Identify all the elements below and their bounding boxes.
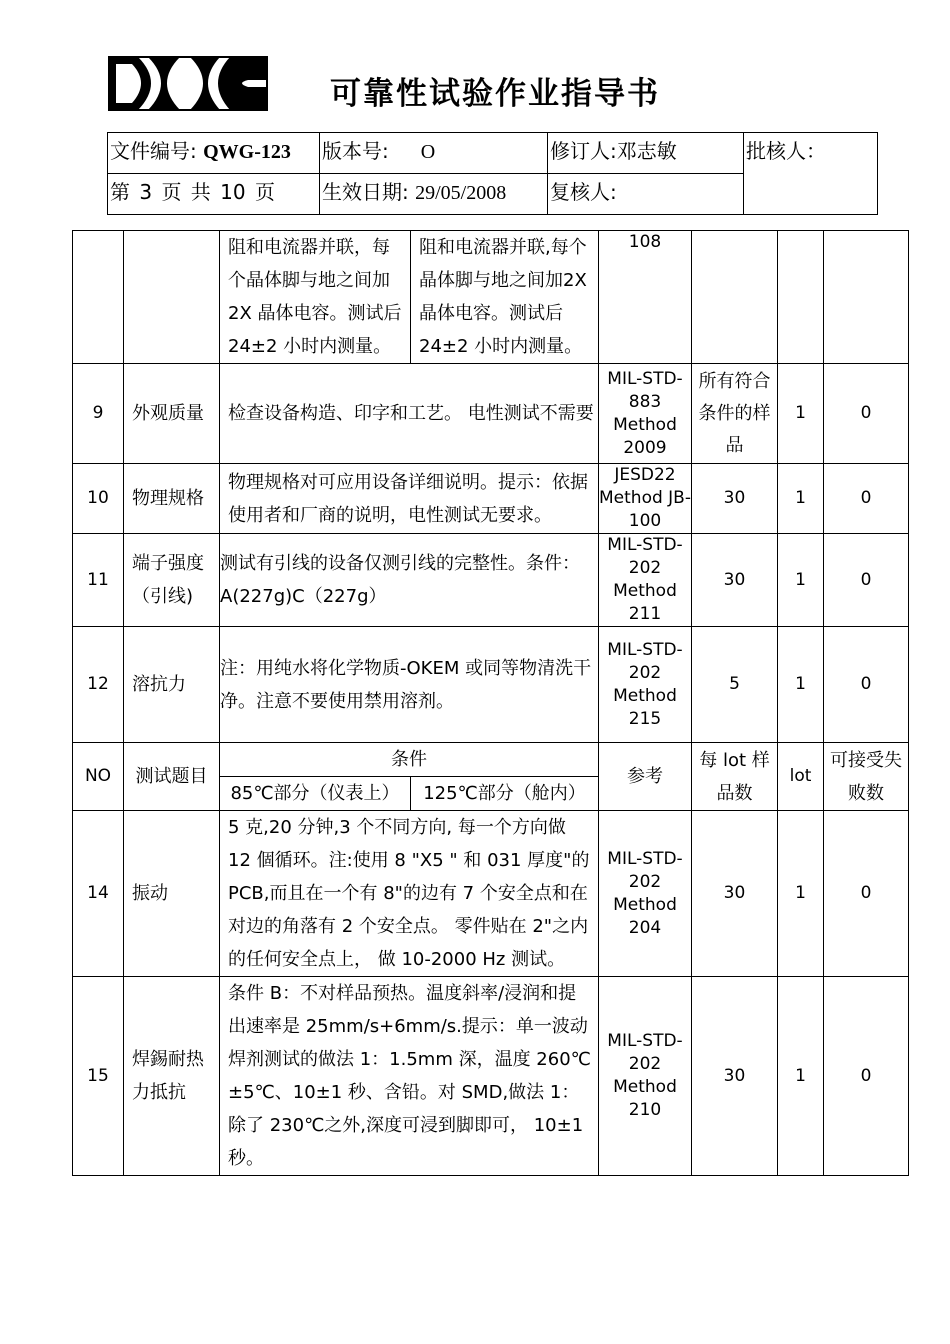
reference-cell: MIL-STD-202 Method 211 bbox=[599, 534, 692, 627]
condition-cell: 条件 B：不对样品预热。温度斜率/浸润和提出速率是 25mm/s+6mm/s.提示：单一波动焊剂测试的做法 1：1.5mm 深，温度 260℃±5℃、10±1 秒、含铅。对 SMD,做法 1：除了 230℃之外,深度可浸到脚即可， 10±1 秒。 bbox=[220, 977, 599, 1176]
reviser-cell: 修订人:邓志敏 bbox=[548, 133, 744, 174]
samples-cell: 5 bbox=[692, 627, 778, 743]
reference-cell: MIL-STD-202 Method 210 bbox=[599, 977, 692, 1176]
accept-cell: 0 bbox=[824, 811, 909, 977]
samples-cell: 30 bbox=[692, 811, 778, 977]
reference-cell: JESD22 Method JB-100 bbox=[599, 464, 692, 534]
effective-date-value: 29/05/2008 bbox=[415, 182, 507, 204]
table-row bbox=[73, 627, 909, 743]
samples-cell: 30 bbox=[692, 977, 778, 1176]
table-row bbox=[73, 811, 909, 977]
no-cell: 10 bbox=[73, 464, 124, 534]
accept-cell bbox=[824, 231, 909, 364]
page-number-cell: 第 3 页 共 10 页 bbox=[108, 174, 320, 215]
condition-cell: 注：用纯水将化学物质-OKEM 或同等物清洗干净。注意不要使用禁用溶剂。 bbox=[220, 627, 599, 743]
table-header-row bbox=[73, 743, 909, 777]
condition-cell: 检查设备构造、印字和工艺。 电性测试不需要 bbox=[220, 364, 599, 464]
table-row bbox=[73, 977, 909, 1176]
reference-cell: MIL-STD-202 Method 204 bbox=[599, 811, 692, 977]
no-cell: 11 bbox=[73, 534, 124, 627]
effective-date-cell bbox=[320, 174, 548, 215]
reference-cell: MIL-STD-883 Method 2009 bbox=[599, 364, 692, 464]
header-samples-per-lot: 每 lot 样品数 bbox=[692, 743, 778, 811]
no-cell: 14 bbox=[73, 811, 124, 977]
item-cell bbox=[124, 231, 220, 364]
accept-cell: 0 bbox=[824, 534, 909, 627]
header-acceptable-failures: 可接受失败数 bbox=[824, 743, 909, 811]
file-number-cell bbox=[108, 133, 320, 174]
no-cell: 15 bbox=[73, 977, 124, 1176]
no-cell bbox=[73, 231, 124, 364]
reference-cell: 108 bbox=[599, 231, 692, 364]
table-row bbox=[73, 464, 909, 534]
lot-cell: 1 bbox=[778, 464, 824, 534]
effective-date-label: 生效日期: bbox=[322, 180, 409, 204]
lot-cell: 1 bbox=[778, 627, 824, 743]
header-reference: 参考 bbox=[599, 743, 692, 811]
lot-cell: 1 bbox=[778, 364, 824, 464]
condition-125-cell: 阻和电流器并联,每个晶体脚与地之间加2X 晶体电容。测试后24±2 小时内测量。 bbox=[411, 231, 599, 364]
table-row bbox=[73, 364, 909, 464]
accept-cell: 0 bbox=[824, 364, 909, 464]
lot-cell bbox=[778, 231, 824, 364]
samples-cell bbox=[692, 231, 778, 364]
header-condition: 条件 bbox=[220, 743, 599, 777]
no-cell: 12 bbox=[73, 627, 124, 743]
condition-cell: 5 克,20 分钟,3 个不同方向, 每一个方向做 12 個循环。注:使用 8 "X5 " 和 031 厚度"的 PCB,而且在一个有 8"的边有 7 个安全点和在对边的角落有 2 个安全点。 零件贴在 2"之内的任何安全点上， 做 10-2000 Hz 测试。 bbox=[220, 811, 599, 977]
version-label: 版本号: bbox=[322, 139, 389, 163]
lot-cell: 1 bbox=[778, 534, 824, 627]
item-cell: 焊錫耐热力抵抗 bbox=[124, 977, 220, 1176]
condition-cell: 物理规格对可应用设备详细说明。提示：依据使用者和厂商的说明，电性测试无要求。 bbox=[220, 464, 599, 534]
header-test-item: 测试题目 bbox=[124, 743, 220, 811]
table-row bbox=[73, 231, 909, 364]
lot-cell: 1 bbox=[778, 977, 824, 1176]
item-cell: 端子强度（引线) bbox=[124, 534, 220, 627]
table-row bbox=[73, 534, 909, 627]
item-cell: 物理规格 bbox=[124, 464, 220, 534]
condition-85-cell: 阻和电流器并联，每个晶体脚与地之间加2X 晶体电容。测试后24±2 小时内测量。 bbox=[220, 231, 411, 364]
approver-cell: 批核人： bbox=[744, 133, 878, 215]
header-no: NO bbox=[73, 743, 124, 811]
accept-cell: 0 bbox=[824, 464, 909, 534]
header-condition-85: 85℃部分（仪表上） bbox=[220, 777, 411, 811]
no-cell: 9 bbox=[73, 364, 124, 464]
item-cell: 外观质量 bbox=[124, 364, 220, 464]
accept-cell: 0 bbox=[824, 977, 909, 1176]
checker-cell: 复核人: bbox=[548, 174, 744, 215]
lot-cell: 1 bbox=[778, 811, 824, 977]
version-cell bbox=[320, 133, 548, 174]
version-value: O bbox=[420, 141, 436, 163]
company-logo bbox=[108, 56, 268, 111]
reference-cell: MIL-STD-202 Method 215 bbox=[599, 627, 692, 743]
test-items-table bbox=[72, 230, 909, 1176]
condition-cell: 测试有引线的设备仅测引线的完整性。条件：A(227g)C（227g） bbox=[220, 534, 599, 627]
samples-cell: 30 bbox=[692, 464, 778, 534]
document-title: 可靠性试验作业指导书 bbox=[330, 76, 660, 112]
item-cell: 溶抗力 bbox=[124, 627, 220, 743]
accept-cell: 0 bbox=[824, 627, 909, 743]
item-cell: 振动 bbox=[124, 811, 220, 977]
samples-cell: 30 bbox=[692, 534, 778, 627]
header-condition-125: 125℃部分（舱内） bbox=[411, 777, 599, 811]
file-number-value: QWG-123 bbox=[203, 141, 291, 163]
header-lot: lot bbox=[778, 743, 824, 811]
samples-cell: 所有符合条件的样品 bbox=[692, 364, 778, 464]
file-number-label: 文件编号: bbox=[110, 139, 197, 163]
document-info-table bbox=[107, 132, 878, 215]
